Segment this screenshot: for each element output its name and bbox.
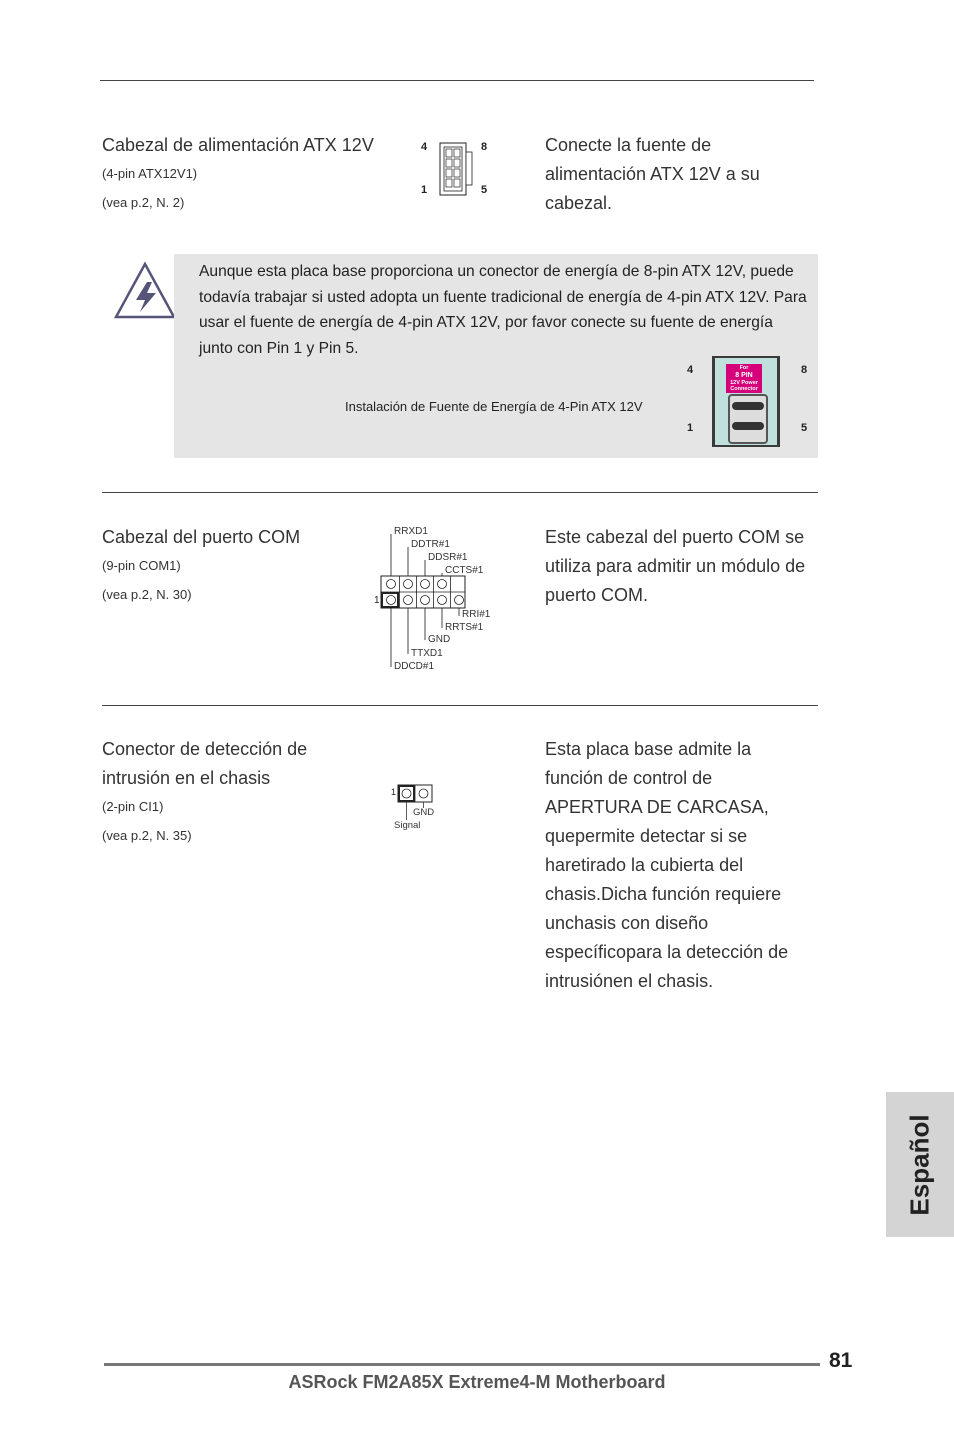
connector-photo: [712, 356, 780, 447]
note-box: [174, 254, 818, 458]
com-label-rrts1: RRTS#1: [445, 622, 484, 633]
warning-icon: [112, 260, 178, 322]
note-pin-8: 8: [801, 364, 808, 376]
com-label-ddsr1: DDSR#1: [428, 552, 468, 563]
atx-pin-4: 4: [421, 141, 428, 153]
photo-label-line: For: [739, 365, 749, 371]
section-rule: [102, 492, 818, 493]
com-label-rrxd1: RRXD1: [394, 526, 428, 537]
page-number: 81: [829, 1349, 853, 1372]
com-label-ttxd1: TTXD1: [411, 648, 443, 659]
intrusion-pin1-label: 1: [391, 787, 397, 797]
atx-pin-5: 5: [481, 184, 488, 196]
atx-pin-1: 1: [421, 184, 428, 196]
com-header-diagram: [370, 524, 500, 676]
com-pin1-label: 1: [374, 595, 380, 606]
intrusion-gnd-label: GND: [413, 807, 435, 818]
com-description: Este cabezal del puerto COM se utiliza para admitir un módulo de puerto COM.: [545, 527, 806, 605]
photo-label-line: 12V Power: [730, 379, 758, 386]
note-pin-1: 1: [687, 422, 694, 434]
com-label-rri1: RRI#1: [462, 609, 491, 620]
com-title: Cabezal del puerto COM: [102, 527, 301, 547]
footer-title: ASRock FM2A85X Extreme4-M Motherboard: [288, 1372, 666, 1392]
intrusion-description: Esta placa base admite la función de control de APERTURA DE CARCASA, quepermite detectar si se haretirado la cubierta del chasis.Dicha función requiere unchasis con diseño específicopara la detección de intrusiónen el chasis.: [545, 739, 789, 991]
com-pin-info: (9-pin COM1): [102, 558, 181, 573]
atx-pin-info: (4-pin ATX12V1): [102, 166, 198, 181]
intrusion-signal-label: Signal: [394, 820, 421, 831]
com-ref: (vea p.2, N. 30): [102, 587, 192, 602]
atx-connector-diagram: [418, 138, 494, 198]
atx-description: Conecte la fuente de alimentación ATX 12V a su cabezal.: [545, 135, 760, 213]
com-label-ccts1: CCTS#1: [445, 565, 484, 576]
intrusion-header-diagram: [388, 782, 448, 834]
section-rule: [102, 705, 818, 706]
top-rule: [100, 80, 814, 81]
note-pin-4: 4: [687, 364, 694, 376]
photo-label-line: Connector: [730, 386, 758, 392]
note-caption: Instalación de Fuente de Energía de 4-Pin ATX 12V: [345, 399, 643, 414]
com-label-gnd: GND: [428, 634, 451, 645]
intrusion-ref: (vea p.2, N. 35): [102, 828, 192, 843]
note-pin-5: 5: [801, 422, 808, 434]
photo-label: [726, 364, 762, 393]
atx-connector-icon: [418, 138, 494, 198]
atx-title: Cabezal de alimentación ATX 12V: [102, 135, 374, 155]
atx-ref: (vea p.2, N. 2): [102, 195, 185, 210]
intrusion-title: Conector de detección de intrusión en el chasis: [102, 739, 308, 788]
atx-pin-8: 8: [481, 141, 488, 153]
language-tab: [886, 1092, 954, 1237]
com-label-ddtr1: DDTR#1: [411, 539, 450, 550]
photo-label-line: 8 PIN: [735, 371, 753, 379]
intrusion-pin-info: (2-pin CI1): [102, 799, 164, 814]
note-text: Aunque esta placa base proporciona un conector de energía de 8-pin ATX 12V, puede todavía trabajar si usted adopta un fuente tradicional de energía de 4-pin ATX 12V. Para usar el fuente de energía de 4-pin ATX 12V, por favor conecte su fuente de energía junto con Pin 1 y Pin 5.: [199, 263, 807, 357]
footer-rule: [104, 1363, 820, 1366]
com-label-ddcd1: DDCD#1: [394, 661, 435, 672]
language-tab-label: Español: [904, 1113, 935, 1216]
